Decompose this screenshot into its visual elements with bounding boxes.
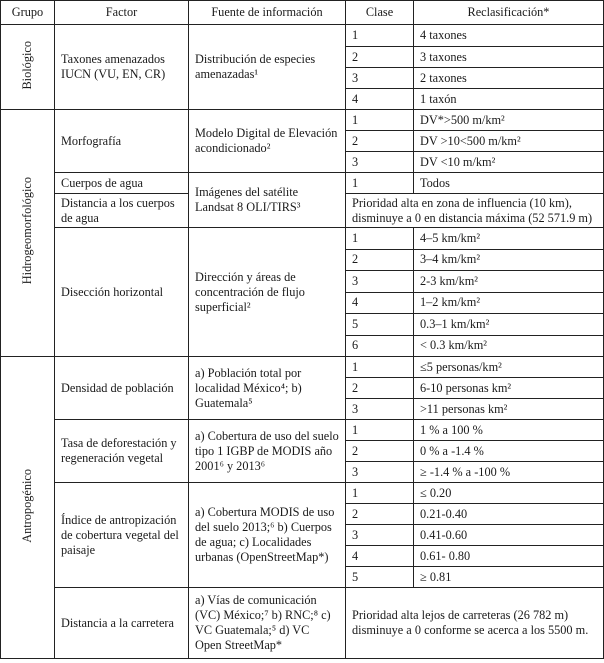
clase-cell: 2 <box>346 249 414 271</box>
clase-cell: 1 <box>346 420 414 441</box>
header-factor: Factor <box>55 1 189 25</box>
reclas-cell: Prioridad alta lejos de carreteras (26 782 m) disminuye a 0 conforme se acerca a los 5500 m. <box>346 588 604 659</box>
header-clase: Clase <box>346 1 414 25</box>
clase-cell: 3 <box>346 271 414 293</box>
reclas-cell: 4 taxones <box>414 25 604 47</box>
fuente-cell: a) Cobertura de uso del suelo tipo 1 IGBP de MODIS año 2001⁶ y 2013⁶ <box>189 420 346 483</box>
reclas-cell: < 0.3 km/km² <box>414 335 604 357</box>
reclas-cell: DV*>500 m/km² <box>414 110 604 131</box>
clase-cell: 2 <box>346 504 414 525</box>
header-row <box>1 1 604 25</box>
factor-cell: Taxones amenazados IUCN (VU, EN, CR) <box>55 25 189 110</box>
clase-cell: 3 <box>346 399 414 420</box>
clase-cell: 3 <box>346 152 414 173</box>
clase-cell: 1 <box>346 483 414 504</box>
clase-cell: 2 <box>346 47 414 68</box>
clase-cell: 2 <box>346 378 414 399</box>
clase-cell: 1 <box>346 173 414 194</box>
header-grupo: Grupo <box>1 1 55 25</box>
table-row <box>1 25 604 47</box>
clase-cell: 5 <box>346 567 414 588</box>
clase-cell: 4 <box>346 546 414 567</box>
clase-cell: 3 <box>346 68 414 89</box>
fuente-cell: Dirección y áreas de concentración de flujo superficial² <box>189 228 346 357</box>
clase-cell: 4 <box>346 292 414 314</box>
reclas-cell: 0.21-0.40 <box>414 504 604 525</box>
table-row <box>1 588 604 659</box>
reclas-cell: ≤ 0.20 <box>414 483 604 504</box>
clase-cell: 1 <box>346 228 414 250</box>
fuente-cell: Modelo Digital de Elevación acondicionado² <box>189 110 346 173</box>
factor-cell: Morfografía <box>55 110 189 173</box>
reclas-cell: >11 personas km² <box>414 399 604 420</box>
reclas-cell: DV <10 m/km² <box>414 152 604 173</box>
fuente-cell: a) Vías de comunicación (VC) México;⁷ b) RNC;⁸ c) VC Guatemala;⁵ d) VC Open StreetMap* <box>189 588 346 659</box>
reclas-cell: 0.61- 0.80 <box>414 546 604 567</box>
group-hidrogeomorfologico: Hidrogeomorfológico <box>1 110 55 357</box>
factor-cell: Tasa de deforestación y regeneración vegetal <box>55 420 189 483</box>
factor-cell: Distancia a los cuerpos de agua <box>55 194 189 228</box>
table-row <box>1 483 604 504</box>
factor-cell: Distancia a la carretera <box>55 588 189 659</box>
reclas-cell: 3 taxones <box>414 47 604 68</box>
table-row <box>1 173 604 194</box>
clase-cell: 1 <box>346 25 414 47</box>
group-biologico: Biológico <box>1 25 55 110</box>
reclas-cell: 4–5 km/km² <box>414 228 604 250</box>
clase-cell: 2 <box>346 131 414 152</box>
table-row <box>1 420 604 441</box>
clase-cell: 6 <box>346 335 414 357</box>
reclas-cell: 0.41-0.60 <box>414 525 604 546</box>
header-reclasificacion: Reclasificación* <box>414 1 604 25</box>
reclas-cell: 3–4 km/km² <box>414 249 604 271</box>
reclas-cell: 1 taxón <box>414 89 604 110</box>
reclas-cell: 1 % a 100 % <box>414 420 604 441</box>
clase-cell: 1 <box>346 110 414 131</box>
group-antropogenico: Antropogénico <box>1 357 55 659</box>
clase-cell: 3 <box>346 462 414 483</box>
reclas-cell: ≤5 personas/km² <box>414 357 604 378</box>
clase-cell: 4 <box>346 89 414 110</box>
factor-cell: Cuerpos de agua <box>55 173 189 194</box>
clase-cell: 5 <box>346 314 414 336</box>
fuente-cell: Imágenes del satélite Landsat 8 OLI/TIRS³ <box>189 173 346 228</box>
table-row <box>1 228 604 250</box>
clase-cell: 3 <box>346 525 414 546</box>
reclas-cell: 2 taxones <box>414 68 604 89</box>
factor-cell: Índice de antropización de cobertura vegetal del paisaje <box>55 483 189 588</box>
reclas-cell: DV >10<500 m/km² <box>414 131 604 152</box>
clase-cell: 1 <box>346 357 414 378</box>
reclas-cell: ≥ -1.4 % a -100 % <box>414 462 604 483</box>
header-fuente: Fuente de información <box>189 1 346 25</box>
reclas-cell: ≥ 0.81 <box>414 567 604 588</box>
fuente-cell: Distribución de especies amenazadas¹ <box>189 25 346 110</box>
reclas-cell: 2-3 km/km² <box>414 271 604 293</box>
factor-cell: Densidad de población <box>55 357 189 420</box>
reclas-cell: 0.3–1 km/km² <box>414 314 604 336</box>
clase-cell: 2 <box>346 441 414 462</box>
fuente-cell: a) Población total por localidad México⁴; b) Guatemala⁵ <box>189 357 346 420</box>
reclas-cell: 1–2 km/km² <box>414 292 604 314</box>
reclas-cell: 0 % a -1.4 % <box>414 441 604 462</box>
factor-cell: Disección horizontal <box>55 228 189 357</box>
table-row <box>1 110 604 131</box>
reclas-cell: Prioridad alta en zona de influencia (10 km), disminuye a 0 en distancia máxima (52 571.9 m) <box>346 194 604 228</box>
table-row <box>1 357 604 378</box>
reclas-cell: Todos <box>414 173 604 194</box>
fuente-cell: a) Cobertura MODIS de uso del suelo 2013;⁶ b) Cuerpos de agua; c) Localidades urbanas (OpenStreetMap*) <box>189 483 346 588</box>
reclas-cell: 6-10 personas km² <box>414 378 604 399</box>
